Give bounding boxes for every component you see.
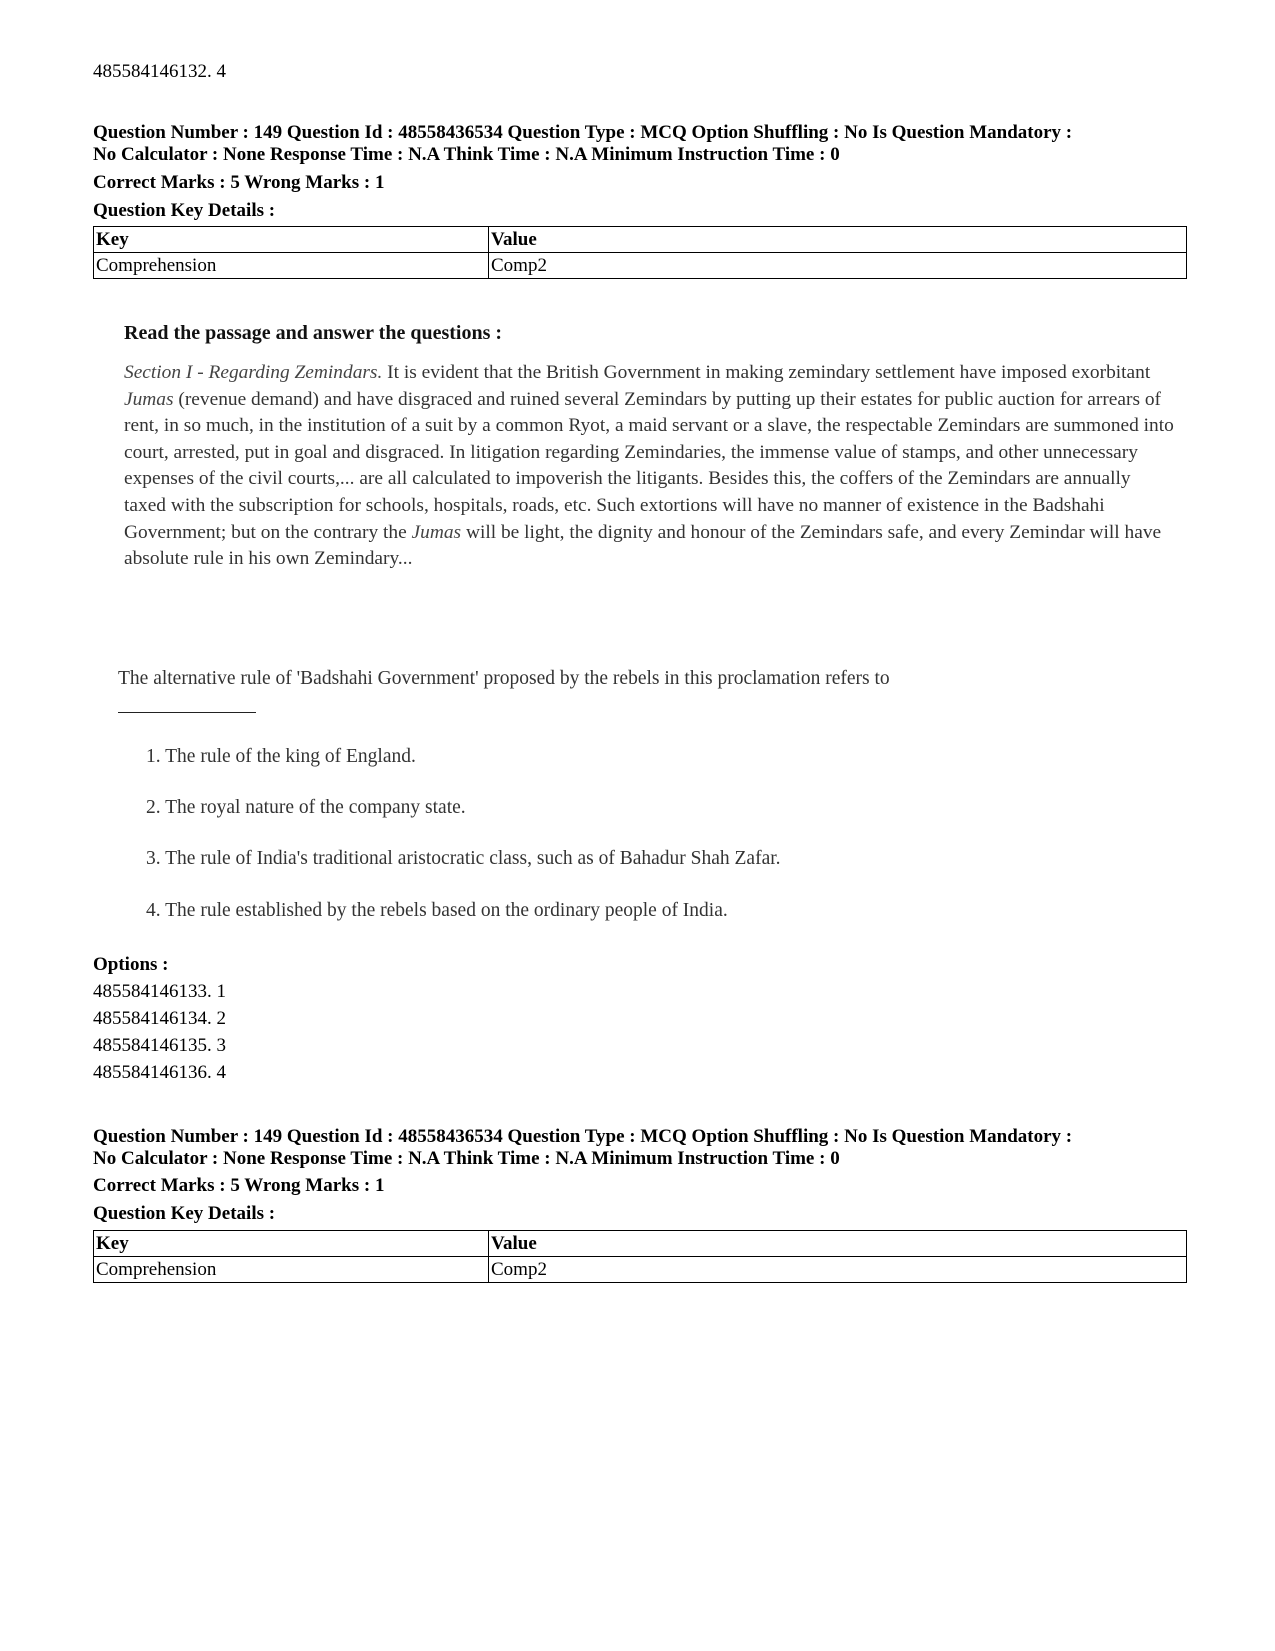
option-item: 485584146135. 3 [93,1035,226,1056]
question-meta-line-2: No Calculator : None Response Time : N.A Think Time : N.A Minimum Instruction Time : 0 [93,1148,840,1169]
question-meta-line-2: No Calculator : None Response Time : N.A Think Time : N.A Minimum Instruction Time : 0 [93,144,840,165]
passage-text [124,360,1174,573]
question-key-details-label: Question Key Details : [93,200,276,221]
answer-blank [118,712,256,713]
option-item: 485584146136. 4 [93,1062,226,1083]
passage-part-1: It is evident that the British Government in making zemindary settlement have imposed exorbitant [382,362,1151,383]
table-header-row [94,1231,1187,1257]
table-cell-key: Comprehension [94,253,489,279]
table-row [94,1257,1187,1283]
passage-part-3: will be light, the dignity and honour of the Zemindars safe, and every Zemindar will have absolute rule in his own Zemindary... [124,521,1162,570]
question-key-details-label: Question Key Details : [93,1203,276,1224]
table-header-row [94,227,1187,253]
question-marks: Correct Marks : 5 Wrong Marks : 1 [93,1175,385,1196]
previous-option-id: 485584146132. 4 [93,61,226,82]
table-header-key: Key [94,1231,489,1257]
choice-2: 2. The royal nature of the company state. [146,797,466,818]
table-header-key: Key [94,227,489,253]
table-header-value: Value [489,227,1187,253]
question-stem: The alternative rule of 'Badshahi Government' proposed by the rebels in this proclamation refers to [118,668,890,689]
question-meta-line-1: Question Number : 149 Question Id : 48558436534 Question Type : MCQ Option Shuffling : No Is Question Mandatory : [93,122,1073,143]
table-header-value: Value [489,1231,1187,1257]
passage-jumas-2: Jumas [411,521,462,543]
passage-section-title: Section I - Regarding Zemindars. [124,362,383,383]
option-item: 485584146134. 2 [93,1008,226,1029]
question-meta-line-1: Question Number : 149 Question Id : 48558436534 Question Type : MCQ Option Shuffling : No Is Question Mandatory : [93,1126,1073,1147]
question-key-table [93,1230,1187,1283]
passage-part-2: (revenue demand) and have disgraced and ruined several Zemindars by putting up their estates for public auction for arrears of rent, in so much, in the institution of a suit by a common Ryot, a maid servant or a slave, the respectable Zemindars are summoned into court, arrested, put in goal and disgraced. In litigation regarding Zemindaries, the immense value of stamps, and other unnecessary expenses of the civil courts,... are all calculated to impoverish the litigants. Besides this, the coffers of the Zemindars are annually taxed with the subscription for schools, hospitals, roads, etc. Such extortions will have no manner of existence in the Badshahi Government; but on the contrary the [124,388,1174,543]
table-cell-value: Comp2 [489,1257,1187,1283]
choice-4: 4. The rule established by the rebels based on the ordinary people of India. [146,900,728,921]
passage-jumas-1: Jumas [124,388,174,410]
choice-1: 1. The rule of the king of England. [146,746,416,767]
options-label: Options : [93,954,169,975]
option-item: 485584146133. 1 [93,981,226,1002]
question-key-table [93,226,1187,279]
choice-3: 3. The rule of India's traditional aristocratic class, such as of Bahadur Shah Zafar. [146,848,781,869]
question-marks: Correct Marks : 5 Wrong Marks : 1 [93,172,385,193]
table-row [94,253,1187,279]
passage-heading: Read the passage and answer the questions : [124,322,503,344]
table-cell-value: Comp2 [489,253,1187,279]
table-cell-key: Comprehension [94,1257,489,1283]
